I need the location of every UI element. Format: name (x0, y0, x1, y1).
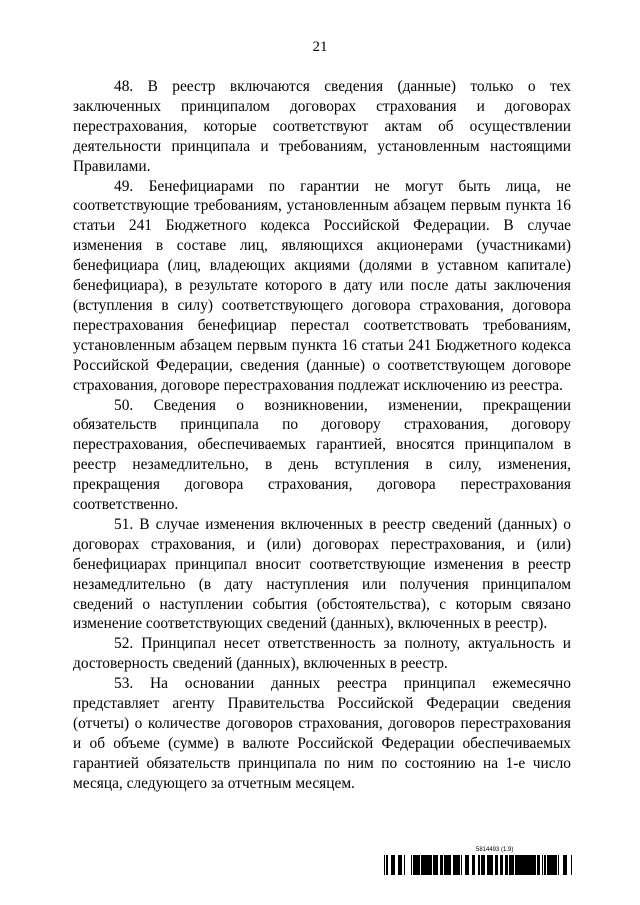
body-text (73, 77, 571, 794)
barcode-icon (384, 855, 572, 875)
paragraph-50: 50. Сведения о возникновении, изменении, прекращении обязательств принципала по договору страхования, договору перестрахования, обеспечиваемых гарантией, вносятся принципалом в реестр незамедлительно, в день вступления в силу, изменения, прекращения договора страхования, договора перестрахования соответственно. (73, 396, 571, 514)
paragraph-53: 53. На основании данных реестра принципал ежемесячно представляет агенту Правительства Российской Федерации сведения (отчеты) о количестве договоров страхования, договоров перестрахования и об объеме (сумме) в валюте Российской Федерации обеспечиваемых гарантией обязательств принципала по ним по состоянию на 1-е число месяца, следующего за отчетным месяцем. (73, 675, 571, 792)
paragraph-48: 48. В реестр включаются сведения (данные) только о тех заключенных принципалом договорах страхования и договорах перестрахования, которые соответствуют актам об осуществлении деятельности принципала и требованиям, установленным настоящими Правилами. (73, 78, 571, 175)
barcode-caption: 5814493 (1.9) (476, 847, 514, 853)
paragraph-52: 52. Принципал несет ответственность за полноту, актуальность и достоверность сведений (данных), включенных в реестр. (73, 635, 571, 673)
paragraph-49: 49. Бенефициарами по гарантии не могут быть лица, не соответствующие требованиям, установленным абзацем первым пункта 16 статьи 241 Бюджетного кодекса Российской Федерации. В случае изменения в составе лиц, являющихся акционерами (участниками) бенефициара (лиц, владеющих акциями (долями в уставном капитале) бенефициара), в результате которого в дату или после даты заключения (вступления в силу) соответствующего договора страхования, договора перестрахования бенефициар перестал соответствовать требованиям, установленным абзацем первым пункта 16 статьи 241 Бюджетного кодекса Российской Федерации, сведения (данные) о соответствующем договоре страхования, договоре перестрахования подлежат исключению из реестра. (73, 177, 571, 394)
paragraph-51: 51. В случае изменения включенных в реестр сведений (данных) о договорах страхования, и (или) договорах перестрахования, и (или) бенефициарах принципал вносит соответствующие изменения в реестр незамедлительно (в дату наступления или получения принципалом сведений о наступлении события (обстоятельства), с которым связано изменение соответствующих сведений (данных), включенных в реестр). (73, 515, 571, 633)
barcode (384, 847, 572, 877)
page-number: 21 (312, 39, 328, 55)
